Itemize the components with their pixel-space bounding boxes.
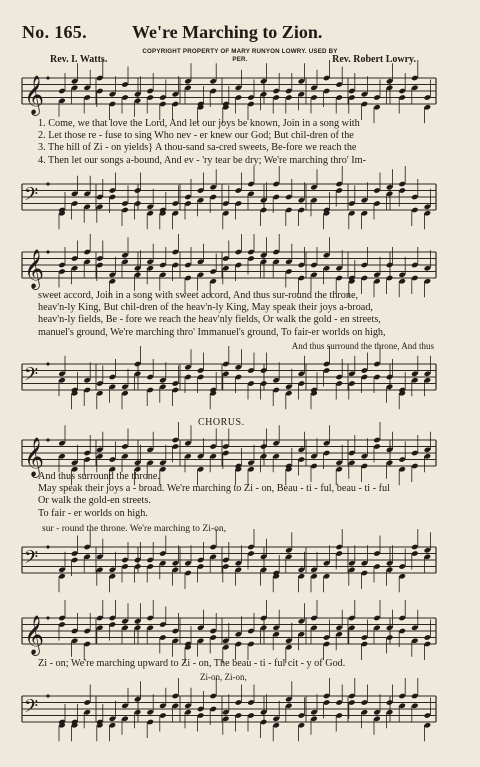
verse-1-line: 1. Come, we that love the Lord, And let our joys be known, Join in a song with (38, 118, 360, 129)
verse-1-line-b: sweet accord, Join in a song with sweet accord, And thus sur-round the throne, (38, 290, 359, 301)
final-cue-text: Zi-on, Zi-on, (200, 672, 247, 682)
bass-staff-1 (22, 172, 436, 224)
treble-clef-icon: 𝄞 (24, 437, 45, 477)
treble-clef-icon: 𝄞 (24, 615, 45, 655)
treble-clef-icon: 𝄞 (24, 249, 45, 289)
verse-lyrics-b (38, 290, 438, 339)
chorus-lyrics (38, 471, 438, 520)
treble-staff-4 (22, 606, 436, 658)
bass-staff-4 (22, 684, 436, 736)
music-author: Rev. Robert Lowry. (332, 54, 416, 65)
bass-clef-icon: 𝄢 (24, 364, 39, 390)
bass-clef-icon: 𝄢 (24, 547, 39, 573)
copyright-notice: COPYRIGHT PROPERTY OF MARY RUNYON LOWRY. USED BY PER. (142, 48, 338, 63)
verse-lyrics-a (38, 118, 438, 167)
verse-2-line-b: heav'n-ly King, But chil-dren of the heav'n-ly King, May speak their joys a-broad, (38, 302, 373, 314)
chorus-label: CHORUS. (198, 417, 245, 428)
verse-4-line-b: manuel's ground, We're marching thro' Immanuel's ground, To fair-er worlds on high, (38, 326, 386, 338)
hymn-number: No. 165. (22, 22, 87, 42)
treble-staff-1 (22, 66, 436, 118)
chorus-line-3: Or walk the gold-en streets. (38, 495, 151, 507)
verse-3-line: 3. The hill of Zi - on yields} A thou-sand sa-cred sweets, Be-fore we reach the (38, 142, 357, 154)
verse-2-line: 2. Let those re - fuse to sing Who nev - er knew our God; But chil-dren of the (38, 130, 354, 142)
treble-clef-icon: 𝄞 (24, 75, 45, 115)
chorus-line-2: May speak their joys a - broad. We're marching to Zi - on, Beau - ti - ful, beau - ti - ful (38, 483, 390, 495)
treble-staff-2 (22, 240, 436, 292)
verse-4-line: 4. Then let our songs a-bound, And ev - 'ry tear be dry; We're marching thro' Im- (38, 154, 366, 166)
chorus-line-4: To fair - er worlds on high. (38, 507, 148, 519)
words-author: Rev. I. Watts. (50, 54, 108, 65)
bass-cue-text: And thus surround the throne, And thus (291, 341, 434, 351)
verse-3-line-b: heav'n-ly fields, Be - fore we reach the heav'nly fields, Or walk the gold - en streets, (38, 314, 381, 326)
hymn-header (22, 22, 458, 46)
final-line: Zi - on; We're marching upward to Zi - on, The beau - ti - ful cit - y of God. (38, 658, 346, 669)
bass-staff-3 (22, 535, 436, 587)
bass-staff-2 (22, 352, 436, 404)
bass-clef-icon: 𝄢 (24, 184, 39, 210)
hymn-title: We're Marching to Zion. (132, 22, 323, 42)
chorus-bass-lyrics: sur - round the throne. We're marching to Zi-on, (42, 523, 227, 534)
chorus-line-1: And thus surround the throne. (38, 471, 160, 482)
bass-clef-icon: 𝄢 (24, 696, 39, 722)
final-lyrics (38, 658, 438, 670)
